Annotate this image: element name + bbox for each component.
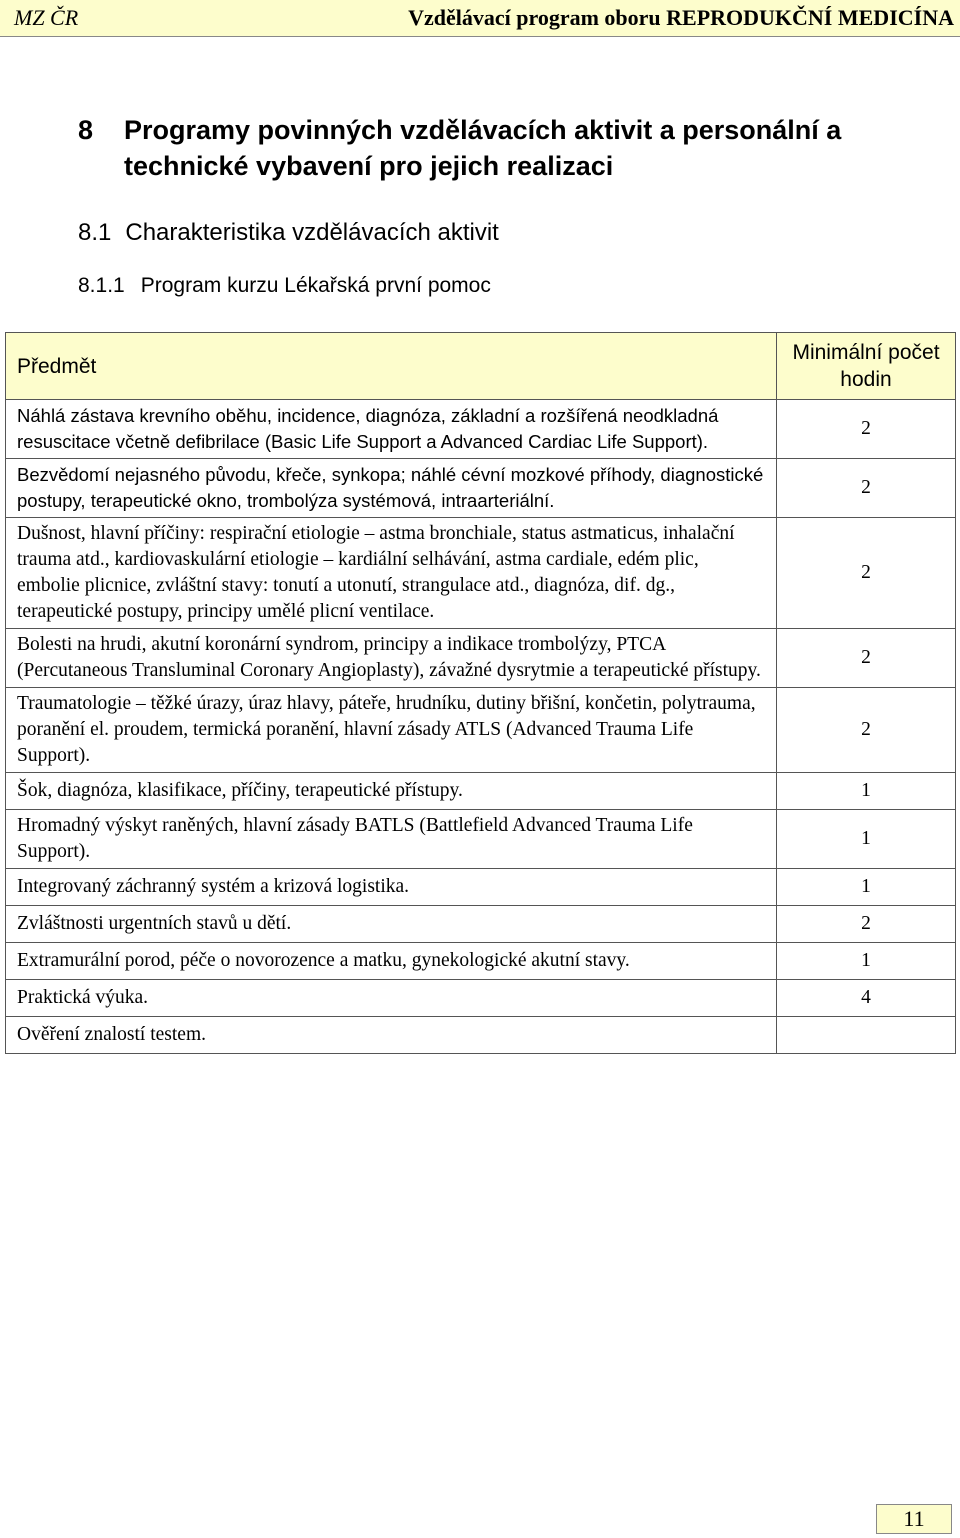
table-header-row: [6, 333, 956, 400]
table-row: [6, 980, 956, 1017]
row-hours: 1: [777, 810, 956, 869]
table-row: [6, 518, 956, 629]
row-subject: Bolesti na hrudi, akutní koronární syndrom, principy a indikace trombolýzy, PTCA (Percutaneous Transluminal Coronary Angioplasty), závažné dysrytmie a terapeutické přístupy.: [6, 629, 777, 688]
row-hours: 1: [777, 869, 956, 906]
row-hours: 2: [777, 400, 956, 459]
header-subject: Předmět: [6, 333, 777, 400]
subsection-title: Charakteristika vzdělávacích aktivit: [125, 219, 499, 246]
table-row: [6, 400, 956, 459]
row-hours: 2: [777, 459, 956, 518]
row-subject: Hromadný výskyt raněných, hlavní zásady BATLS (Battlefield Advanced Trauma Life Support).: [6, 810, 777, 869]
row-subject: Extramurální porod, péče o novorozence a matku, gynekologické akutní stavy.: [6, 943, 777, 980]
table-row: [6, 1017, 956, 1054]
row-hours: 2: [777, 688, 956, 773]
header-ministry: MZ ČR: [14, 5, 79, 30]
row-hours: 2: [777, 906, 956, 943]
row-subject: Zvláštnosti urgentních stavů u dětí.: [6, 906, 777, 943]
table-row: [6, 810, 956, 869]
header-hours: Minimální počet hodin: [777, 333, 956, 400]
subsection-heading: [78, 218, 499, 248]
table-row: [6, 688, 956, 773]
row-subject: Traumatologie – těžké úrazy, úraz hlavy, páteře, hrudníku, dutiny břišní, končetin, polytrauma, poranění el. proudem, termická poranění, hlavní zásady ATLS (Advanced Trauma Life Support).: [6, 688, 777, 773]
header-program-title: Vzdělávací program oboru REPRODUKČNÍ MEDICÍNA: [408, 5, 954, 30]
page-header: [0, 0, 960, 37]
subsection-number: 8.1: [78, 219, 112, 246]
section-heading: [78, 112, 918, 184]
row-hours: 4: [777, 980, 956, 1017]
row-hours: 2: [777, 629, 956, 688]
row-subject: Bezvědomí nejasného původu, křeče, synkopa; náhlé cévní mozkové příhody, diagnostické postupy, terapeutické okno, trombolýza systémová, intraarteriální.: [6, 459, 777, 518]
row-hours: 1: [777, 943, 956, 980]
table-row: [6, 629, 956, 688]
row-subject: Náhlá zástava krevního oběhu, incidence, diagnóza, základní a rozšířená neodkladná resuscitace včetně defibrilace (Basic Life Support a Advanced Cardiac Life Support).: [6, 400, 777, 459]
table-row: [6, 906, 956, 943]
table-row: [6, 943, 956, 980]
table-row: [6, 869, 956, 906]
course-program-table: [5, 332, 956, 1054]
row-hours: 2: [777, 518, 956, 629]
row-subject: Praktická výuka.: [6, 980, 777, 1017]
page-number: 11: [876, 1504, 952, 1534]
section-number: 8: [78, 115, 94, 145]
table-row: [6, 773, 956, 810]
row-subject: Dušnost, hlavní příčiny: respirační etiologie – astma bronchiale, status astmaticus, inhalační trauma atd., kardiovaskulární etiologie – kardiální selhávání, astma cardiale, edém plic, embolie plicnice, zvláštní stavy: tonutí a utonutí, strangulace atd., diagnóza, dif. dg., terapeutické postupy, principy umělé plicní ventilace.: [6, 518, 777, 629]
row-hours: [777, 1017, 956, 1054]
section-title: Programy povinných vzdělávacích aktivit a personální a technické vybavení pro jejich realizaci: [124, 115, 842, 181]
row-subject: Integrovaný záchranný systém a krizová logistika.: [6, 869, 777, 906]
row-subject: Ověření znalostí testem.: [6, 1017, 777, 1054]
row-hours: 1: [777, 773, 956, 810]
table-row: [6, 459, 956, 518]
subsubsection-number: 8.1.1: [78, 274, 125, 297]
row-subject: Šok, diagnóza, klasifikace, příčiny, terapeutické přístupy.: [6, 773, 777, 810]
subsubsection-title: Program kurzu Lékařská první pomoc: [140, 274, 491, 297]
subsubsection-heading: [78, 272, 491, 300]
